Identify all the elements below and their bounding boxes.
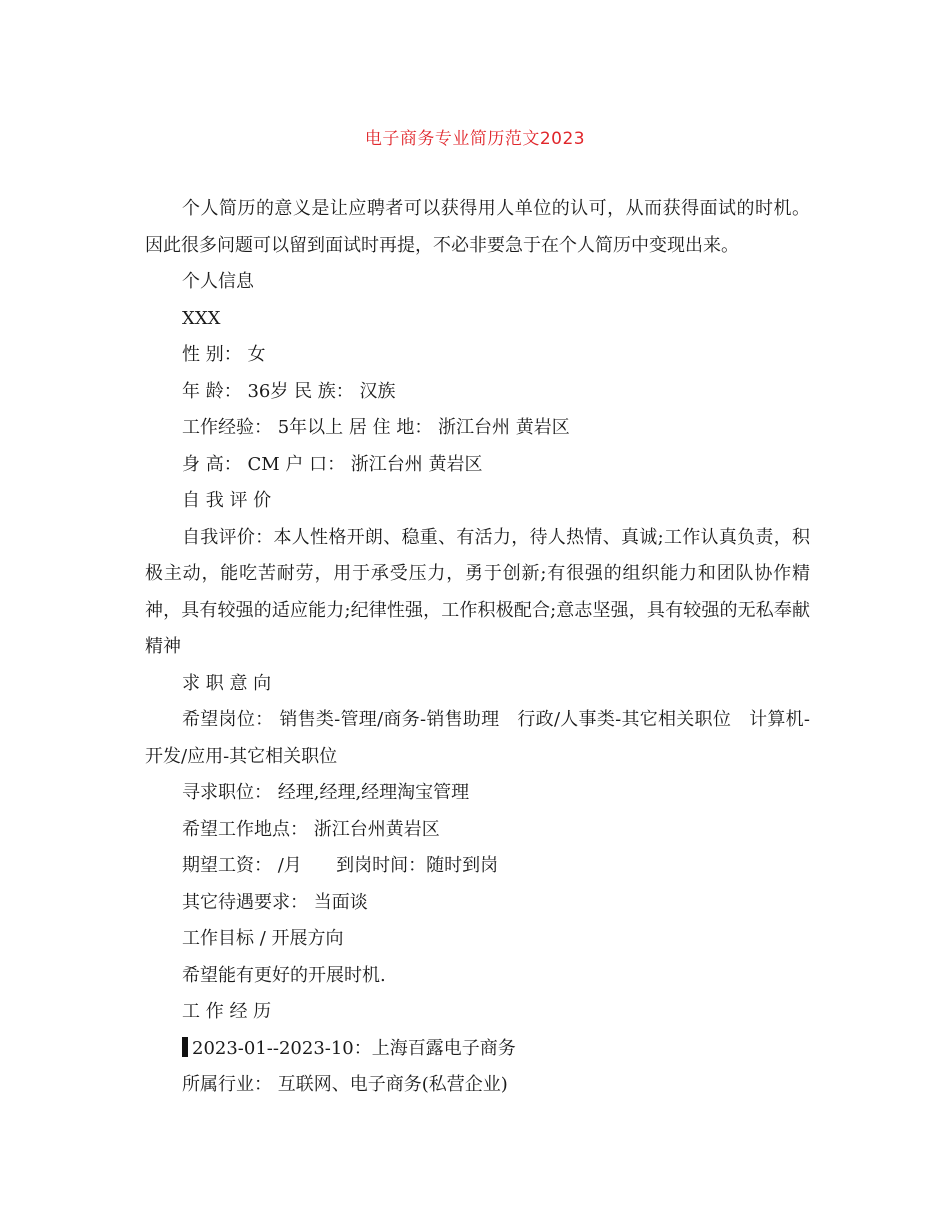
- other-benefits-line: 其它待遇要求： 当面谈: [182, 891, 368, 913]
- seeking-position-line: 寻求职位： 经理,经理,经理淘宝管理: [182, 782, 470, 803]
- self-evaluation-heading: 自 我 评 价: [182, 490, 272, 511]
- work-goal-heading: 工作目标 / 开展方向: [182, 928, 344, 949]
- self-evaluation-paragraph: 自我评价：本人性格开朗、稳重、有活力，待人热情、真诚;工作认真负责，积极主动，能吃苦耐劳，用于承受压力，勇于创新;有很强的组织能力和团队协作精神，具有较强的适应能力;纪律性强，工作积极配合;意志坚强，具有较强的无私奉献精神: [145, 526, 810, 657]
- height-hukou-line: 身 高： CM 户 口： 浙江台州 黄岩区: [182, 453, 483, 475]
- desired-location-line: 希望工作地点： 浙江台州黄岩区: [182, 818, 440, 840]
- work-entry-line: [145, 1031, 810, 1068]
- name-line: XXX: [182, 307, 221, 329]
- work-history-heading: 工 作 经 历: [182, 1001, 272, 1022]
- age-ethnicity-line: 年 龄： 36岁 民 族： 汉族: [182, 380, 396, 402]
- document-title: 电子商务专业简历范文2023: [364, 129, 586, 149]
- work-entry-text: 2023-01--2023-10：上海百露电子商务: [192, 1037, 516, 1059]
- salary-start-line: 期望工资： /月 到岗时间：随时到岗: [182, 855, 499, 876]
- gender-line: 性 别： 女: [182, 344, 266, 365]
- desired-positions-line: 希望岗位： 销售类-管理/商务-销售助理 行政/人事类-其它相关职位 计算机-开发/应用-其它相关职位: [145, 709, 810, 767]
- experience-residence-line: 工作经验： 5年以上 居 住 地： 浙江台州 黄岩区: [182, 417, 570, 438]
- intro-paragraph: 个人简历的意义是让应聘者可以获得用人单位的认可，从而获得面试的时机。因此很多问题可以留到面试时再提，不必非要急于在个人简历中变现出来。: [145, 198, 810, 256]
- industry-line: 所属行业： 互联网、电子商务(私营企业): [182, 1074, 508, 1095]
- personal-info-heading: 个人信息: [182, 271, 254, 292]
- job-intent-heading: 求 职 意 向: [182, 672, 272, 694]
- entry-marker-icon: [182, 1037, 188, 1057]
- work-goal-text: 希望能有更好的开展时机.: [182, 964, 386, 986]
- document-body: [145, 191, 810, 1104]
